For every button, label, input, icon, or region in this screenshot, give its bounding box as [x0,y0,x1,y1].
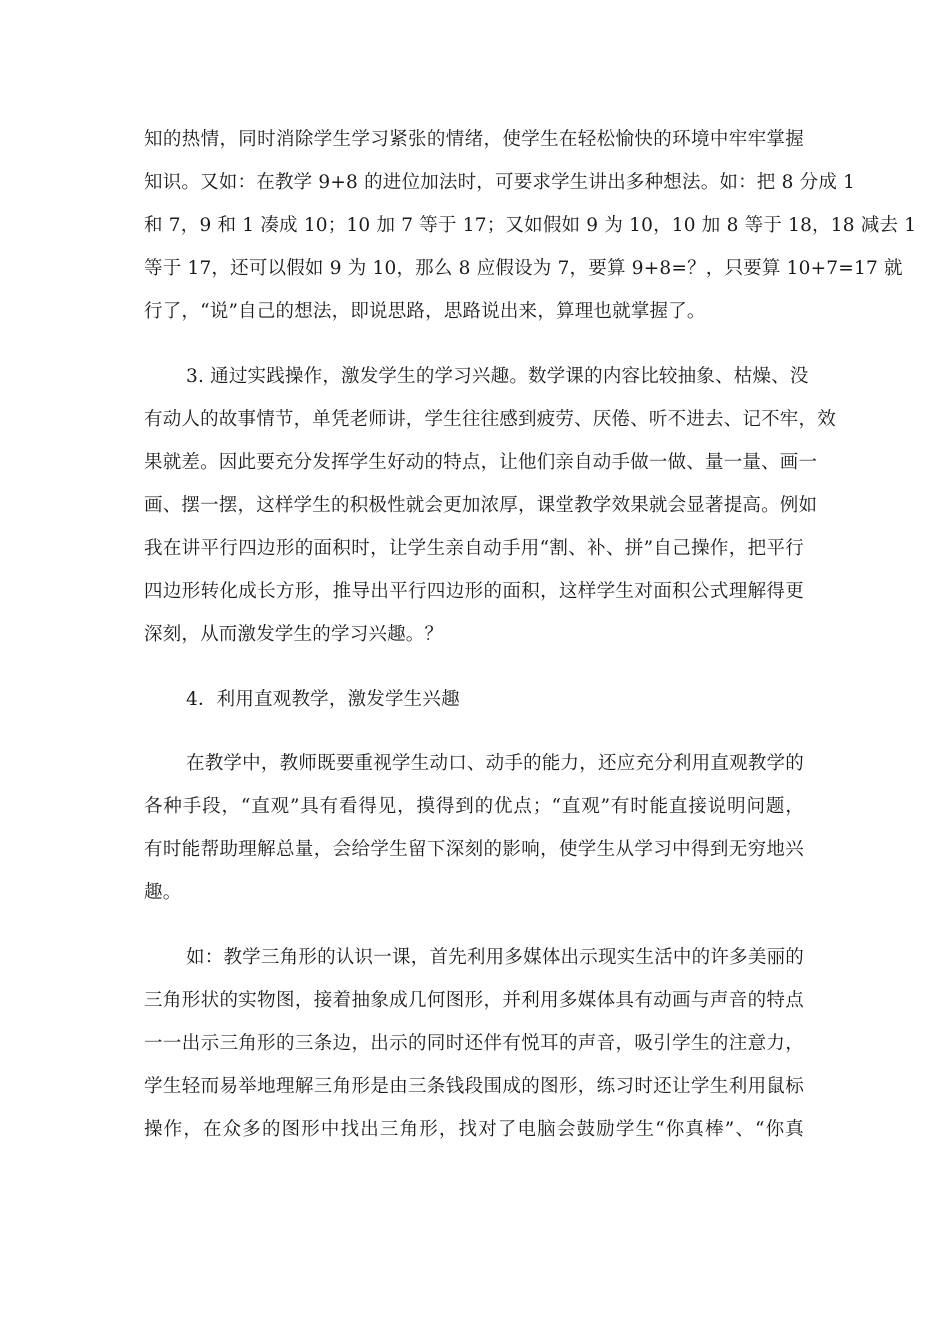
paragraph-4-line-1: 在教学中，教师既要重视学生动口、动手的能力，还应充分利用直观教学的 [186,753,804,774]
section-heading-4: 4．利用直观教学，激发学生兴趣 [186,689,460,710]
paragraph-1-line-5: 行了，“说”自己的想法，即说思路，思路说出来，算理也就掌握了。 [144,301,706,322]
paragraph-1-line-4: 等于 17，还可以假如 9 为 10，那么 8 应假设为 7，要算 9+8=？，只要算 10+7=17 就 [144,258,903,279]
paragraph-1-line-1: 知的热情，同时消除学生学习紧张的情绪，使学生在轻松愉快的环境中牢牢掌握 [144,129,804,150]
paragraph-2-line-1: 3. 通过实践操作，激发学生的学习兴趣。数学课的内容比较抽象、枯燥、没 [186,366,809,387]
paragraph-4-line-2: 各种手段，“直观”具有看得见，摸得到的优点；“直观”有时能直接说明问题， [144,796,804,817]
paragraph-2-line-2: 有动人的故事情节，单凭老师讲，学生往往感到疲劳、厌倦、听不进去、记不牢，效 [144,409,836,430]
paragraph-5-line-5: 操作，在众多的图形中找出三角形，找对了电脑会鼓励学生“你真棒”、“你真 [144,1119,804,1140]
paragraph-1-line-2: 知识。又如：在教学 9+8 的进位加法时，可要求学生讲出多种想法。如：把 8 分成 1 [144,172,856,193]
paragraph-4-line-3: 有时能帮助理解总量，会给学生留下深刻的影响，使学生从学习中得到无穷地兴 [144,839,804,860]
paragraph-2-line-4: 画、摆一摆，这样学生的积极性就会更加浓厚，课堂教学效果就会显著提高。例如 [144,495,818,516]
paragraph-2-line-5: 我在讲平行四边形的面积时，让学生亲自动手用“割、补、拼”自己操作，把平行 [144,538,804,559]
paragraph-5-line-2: 三角形状的实物图，接着抽象成几何图形，并利用多媒体具有动画与声音的特点 [144,990,804,1011]
paragraph-2-line-3: 果就差。因此要充分发挥学生好动的特点，让他们亲自动手做一做、量一量、画一 [144,452,818,473]
paragraph-2-line-7: 深刻，从而激发学生的学习兴趣。？ [144,624,444,645]
paragraph-4-line-4: 趣。 [144,882,182,903]
paragraph-5-line-3: 一一出示三角形的三条边，出示的同时还伴有悦耳的声音，吸引学生的注意力， [144,1033,804,1054]
paragraph-1-line-3: 和 7，9 和 1 凑成 10；10 加 7 等于 17；又如假如 9 为 10，10 加 8 等于 18，18 减去 1 [144,215,917,236]
paragraph-5-line-1: 如：教学三角形的认识一课，首先利用多媒体出示现实生活中的许多美丽的 [186,947,804,968]
paragraph-2-line-6: 四边形转化成长方形，推导出平行四边形的面积，这样学生对面积公式理解得更 [144,581,804,602]
paragraph-5-line-4: 学生轻而易举地理解三角形是由三条钱段围成的图形，练习时还让学生利用鼠标 [144,1076,804,1097]
